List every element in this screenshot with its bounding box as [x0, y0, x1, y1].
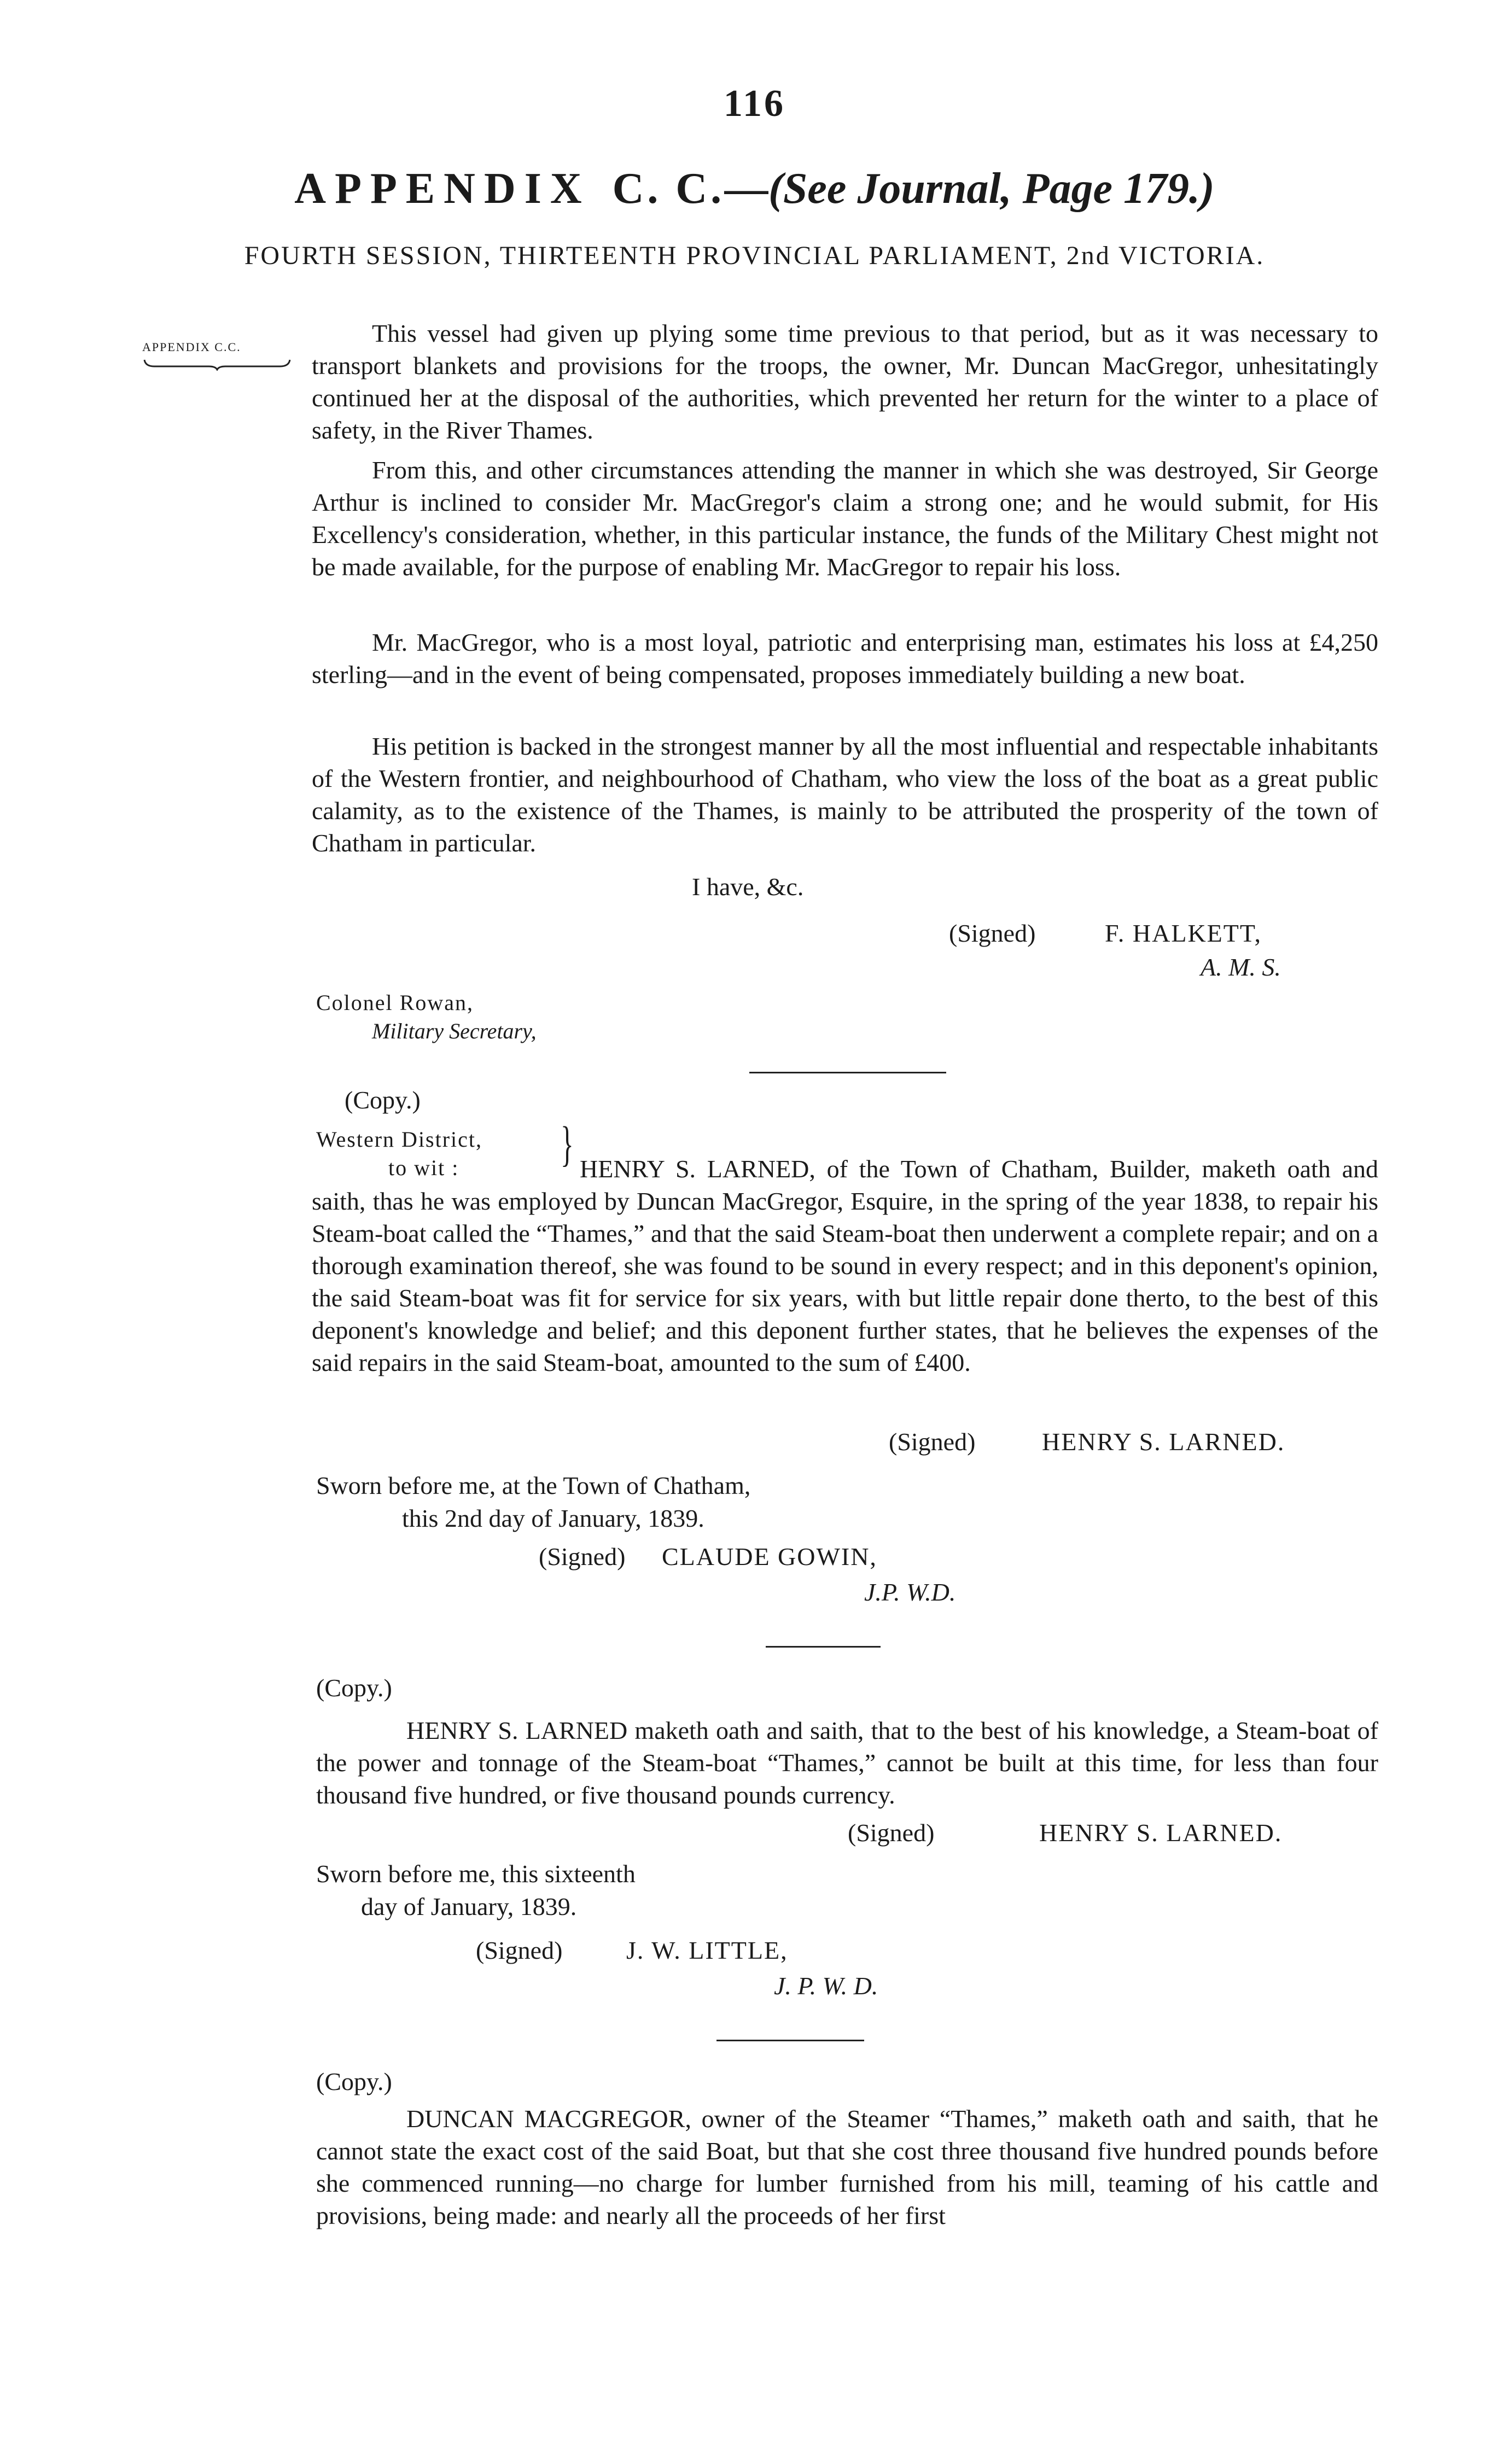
margin-note: APPENDIX C.C. — [142, 340, 241, 354]
affidavit-3-text: DUNCAN MACGREGOR, owner of the Steamer “Thames,” maketh oath and saith, that he cannot state the exact cost of the said Boat, but that she cost three thousand five hundred pounds before she commenced running—no charge for lumber furnished from his mill, teaming of his cattle and provisions, being made: and nearly all the proceeds of her first — [316, 2105, 1378, 2229]
divider — [716, 2040, 864, 2041]
signer-title: A. M. S. — [1201, 953, 1281, 981]
appendix-letters: C. C. — [612, 165, 725, 213]
brace-icon: } — [561, 1117, 574, 1171]
page-title — [0, 164, 1509, 214]
signed-label: (Signed) — [539, 1543, 626, 1570]
signed-label: (Signed) — [848, 1819, 935, 1847]
paragraph-4: His petition is backed in the strongest manner by all the most influential and respectable inhabitants of the Western frontier, and neighbourhood of Chatham, who view the loss of the boat as a great public calamity, as to the existence of the Thames, is mainly to be attributed the prosperity of the town of Chatham in particular. — [312, 732, 1378, 857]
margin-brace-icon — [143, 359, 291, 371]
session-heading: FOURTH SESSION, THIRTEENTH PROVINCIAL PARLIAMENT, 2nd VICTORIA. — [244, 241, 1265, 270]
divider — [749, 1072, 946, 1073]
affidavit-2-text: HENRY S. LARNED maketh oath and saith, that to the best of his knowledge, a Steam-boat of the power and tonnage of the Steam-boat “Thames,” cannot be built at this time, for less than four thousand five hundred, or five thousand pounds currency. — [316, 1716, 1378, 1809]
to-wit-label: to wit : — [388, 1155, 459, 1180]
paragraph-2: From this, and other circumstances attending the manner in which she was destroyed, Sir George Arthur is inclined to consider Mr. MacGregor's claim a strong one; and he would submit, for His Excellency's consideration, whether, in this particular instance, the funds of the Military Chest might not be made available, for the purpose of enabling Mr. MacGregor to repair his loss. — [312, 456, 1378, 581]
justice-name: CLAUDE GOWIN, — [662, 1543, 877, 1570]
journal-reference: —(See Journal, Page 179.) — [725, 165, 1215, 213]
copy-label: (Copy.) — [345, 1086, 421, 1114]
signed-label: (Signed) — [949, 919, 1036, 947]
paragraph-3: Mr. MacGregor, who is a most loyal, patriotic and enterprising man, estimates his loss at £4,250 sterling—and in the event of being compensated, proposes immediately building a new boat. — [312, 628, 1378, 688]
copy-label: (Copy.) — [316, 1674, 392, 1702]
justice-title: J.P. W.D. — [864, 1578, 956, 1606]
paragraph-1: This vessel had given up plying some time previous to that period, but as it was necessary to transport blankets and provisions for the troops, the owner, Mr. Duncan MacGregor, unhesitatingly continued her at the disposal of the authorities, which prevented her return for the winter to a place of safety, in the River Thames. — [312, 319, 1378, 444]
signer-name: F. HALKETT, — [1105, 919, 1262, 947]
divider — [766, 1646, 881, 1648]
justice-title: J. P. W. D. — [774, 1972, 878, 2000]
addressee: Colonel Rowan, — [316, 990, 474, 1015]
addressee-title: Military Secretary, — [372, 1019, 537, 1043]
signer-name: HENRY S. LARNED. — [1042, 1428, 1285, 1456]
sworn-line: Sworn before me, this sixteenth — [316, 1860, 636, 1888]
sworn-date: day of January, 1839. — [361, 1893, 577, 1920]
signed-label: (Signed) — [889, 1428, 976, 1456]
district-label: Western District, — [316, 1127, 483, 1152]
justice-name: J. W. LITTLE, — [626, 1936, 788, 1964]
copy-label: (Copy.) — [316, 2068, 392, 2095]
appendix-word: APPENDIX — [294, 165, 591, 213]
signed-label: (Signed) — [476, 1936, 563, 1964]
letter-greeting: I have, &c. — [692, 873, 804, 901]
sworn-date: this 2nd day of January, 1839. — [402, 1504, 704, 1532]
affidavit-1-text: HENRY S. LARNED, of the Town of Chatham, Builder, maketh oath and saith, thas he was employed by Duncan MacGregor, Esquire, in the spring of the year 1838, to repair his Steam-boat called the “Thames,” and that the said Steam-boat then underwent a complete repair; and on a thorough examination thereof, she was found to be sound in every respect; and in this deponent's opinion, the said Steam-boat was fit for service for six years, with but little repair done therto, to the best of this deponent's knowledge and belief; and this deponent further states, that he believes the expenses of the said repairs in the said Steam-boat, amounted to the sum of £400. — [312, 1155, 1378, 1376]
signer-name: HENRY S. LARNED. — [1039, 1819, 1283, 1847]
page-number: 116 — [723, 83, 786, 125]
sworn-line: Sworn before me, at the Town of Chatham, — [316, 1472, 751, 1499]
